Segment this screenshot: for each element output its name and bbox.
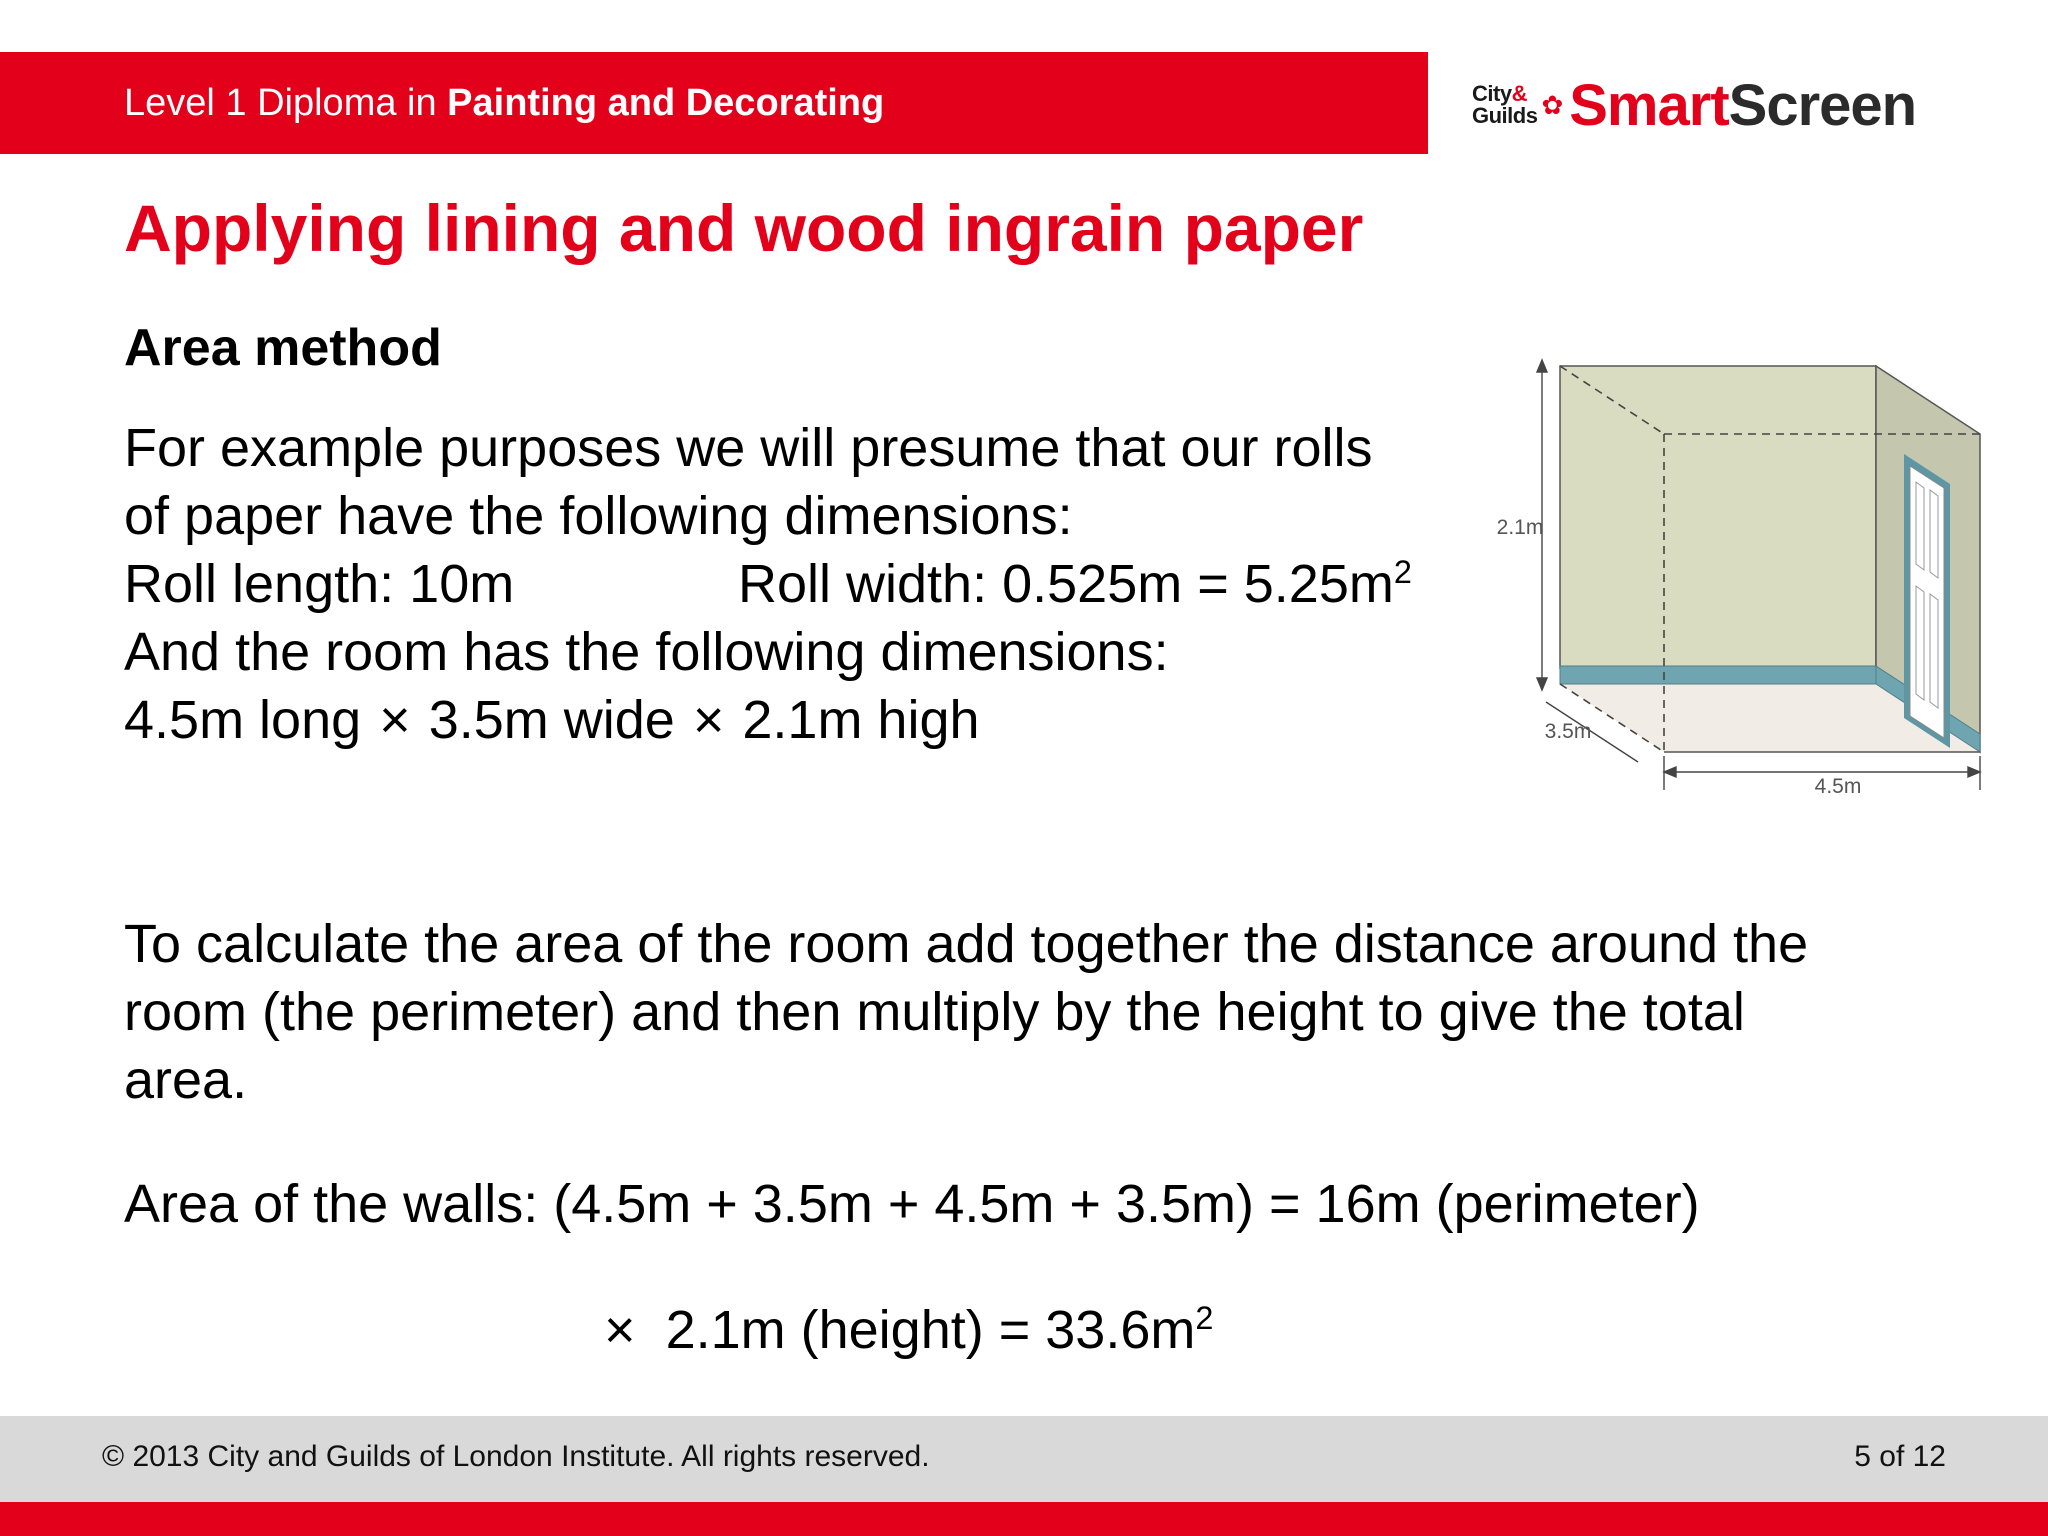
- back-wall: [1560, 366, 1876, 668]
- city-guilds-logo-text: City& Guilds: [1472, 81, 1538, 128]
- copyright: © 2013 City and Guilds of London Institute. All rights reserved.: [102, 1440, 930, 1473]
- roll-width: Roll width: $0.525m = 5.25m^2$: [738, 554, 1412, 614]
- width-label: 3.5m: [1544, 720, 1592, 743]
- intro-line-4: And the room has the following dimensions:: [124, 622, 1169, 682]
- page-number: 5 of 12: [1854, 1440, 1946, 1473]
- walls-perimeter: Area of the walls: (4.5m + 3.5m + 4.5m + 3.5m) = 16m (perimeter): [124, 1174, 1700, 1234]
- room-diagram: [1460, 350, 2020, 800]
- header-bar: [0, 52, 1428, 154]
- calc-line-1: To calculate the area of the room add together the distance around the: [124, 914, 1809, 974]
- flower-icon: ✿: [1541, 89, 1564, 120]
- city-guilds-smartscreen-logo: [1472, 70, 1932, 140]
- intro-line-1: For example purposes we will presume that our rolls: [124, 418, 1373, 478]
- intro-line-2: of paper have the following dimensions:: [124, 486, 1073, 546]
- area-result: × 2.1m (height) = $33.6m^2$: [604, 1300, 1214, 1360]
- length-label: 4.5m: [1814, 775, 1862, 798]
- calc-line-2: room (the perimeter) and then multiply by the height to give the total: [124, 982, 1745, 1042]
- section-heading: Area method: [124, 319, 442, 377]
- slide-title: Applying lining and wood ingrain paper: [124, 191, 1364, 265]
- roll-dimensions: [124, 550, 514, 618]
- footer-red-stripe: [0, 1502, 2048, 1536]
- roll-length: Roll length: 10m: [124, 554, 515, 614]
- logo-smart: Smart: [1569, 72, 1729, 138]
- course-title: Level 1 Diploma in Painting and Decorating: [124, 81, 885, 124]
- calc-line-3: area.: [124, 1050, 248, 1110]
- height-label: 2.1m: [1496, 516, 1544, 539]
- logo-screen: Screen: [1728, 72, 1917, 138]
- skirting-back: [1560, 666, 1876, 684]
- door: [1910, 466, 1944, 738]
- room-dimensions: 4.5m long × 3.5m wide × 2.1m high: [124, 690, 980, 750]
- footer-bar: [0, 1416, 2048, 1502]
